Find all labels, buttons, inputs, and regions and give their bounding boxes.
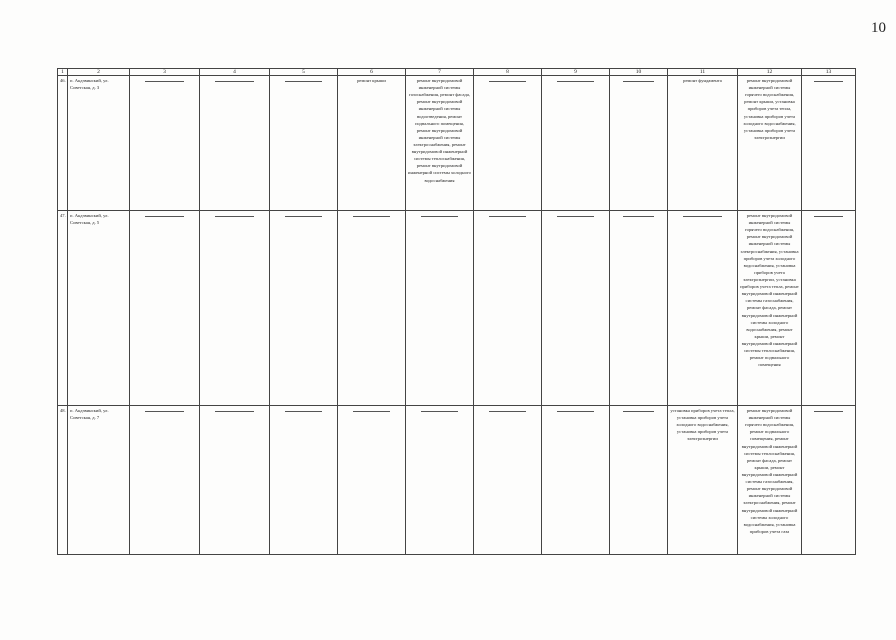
dash-mark — [421, 411, 459, 412]
empty-cell — [200, 406, 270, 555]
dash-mark — [814, 411, 843, 412]
empty-cell — [610, 211, 668, 406]
empty-cell — [668, 211, 738, 406]
dash-mark — [557, 411, 595, 412]
empty-cell — [802, 211, 856, 406]
empty-cell — [130, 211, 200, 406]
header-cell: 12 — [738, 69, 802, 76]
dash-mark — [215, 81, 254, 82]
empty-cell — [338, 406, 406, 555]
dash-mark — [683, 216, 722, 217]
dash-mark — [557, 216, 595, 217]
table-row — [58, 406, 856, 555]
dash-mark — [623, 411, 655, 412]
table-row — [58, 76, 856, 211]
table-row — [58, 211, 856, 406]
dash-mark — [421, 216, 459, 217]
empty-cell — [270, 211, 338, 406]
work-cell: ремонт крыши — [338, 76, 406, 211]
header-cell: 3 — [130, 69, 200, 76]
empty-cell — [200, 76, 270, 211]
empty-cell — [200, 211, 270, 406]
empty-cell — [542, 211, 610, 406]
repair-table — [57, 68, 856, 555]
dash-mark — [623, 81, 655, 82]
work-cell: ремонт внутридомовой инженерной системы горячего водоснабжения, ремонт крыши, установка приборов учета тепла, установка приборов учета холодного водоснабжения, установка приборов учета электроэнергии — [738, 76, 802, 211]
work-cell: ремонт внутридомовой инженерной системы горячего водоснабжения, ремонт внутридомовой инженерной системы электроснабжения, установка приборов учета холодного водоснабжения, установка приборов учета электроэнергии, установка приборов учета тепла, ремонт внутридомовой инженерной системы газоснабжения, ремонт фасада, ремонт внутридомовой инженерной системы холодного водоснабжения, ремонт крыши, ремонт внутридомовой инженерной системы теплоснабжения, ремонт подвального помещения — [738, 211, 802, 406]
header-cell: 8 — [474, 69, 542, 76]
work-cell: ремонт внутридомовой инженерной системы газоснабжения, ремонт фасада, ремонт внутридомовой инженерной системы водоотведения, ремонт подвального помещения, ремонт внутридомовой инженерной системы электроснабжения, ремонт внутридомовой инженерной системы теплоснабжения, ремонт внутридомовой инженерной системы холодного водоснабжения — [406, 76, 474, 211]
header-cell: 7 — [406, 69, 474, 76]
address-cell: п. Акдзвинский, ул. Советская, д. 3 — [68, 76, 130, 211]
empty-cell — [338, 211, 406, 406]
dash-mark — [489, 411, 527, 412]
header-cell: 6 — [338, 69, 406, 76]
work-cell: ремонт фундамента — [668, 76, 738, 211]
dash-mark — [623, 216, 655, 217]
row-number: 47. — [58, 211, 68, 406]
dash-mark — [814, 81, 843, 82]
empty-cell — [802, 76, 856, 211]
dash-mark — [215, 411, 254, 412]
empty-cell — [610, 406, 668, 555]
empty-cell — [130, 406, 200, 555]
header-cell: 13 — [802, 69, 856, 76]
empty-cell — [610, 76, 668, 211]
empty-cell — [406, 406, 474, 555]
work-cell: ремонт внутридомовой инженерной системы горячего водоснабжения, ремонт подвального помещения, ремонт внутридомовой инженерной системы теплоснабжения, ремонт фасада, ремонт крыши, ремонт внутридомовой инженерной системы газоснабжения, ремонт внутридомовой инженерной системы электроснабжения, ремонт внутридомовой инженерной системы холодного водоснабжения, установка приборов учета газа — [738, 406, 802, 555]
empty-cell — [270, 76, 338, 211]
address-cell: п. Акдзвинский, ул. Советская, д. 5 — [68, 211, 130, 406]
header-cell: 2 — [68, 69, 130, 76]
dash-mark — [353, 411, 391, 412]
empty-cell — [130, 76, 200, 211]
header-cell: 5 — [270, 69, 338, 76]
header-cell: 11 — [668, 69, 738, 76]
empty-cell — [802, 406, 856, 555]
page-number: 10 — [871, 20, 886, 36]
work-cell: установка приборов учета тепла, установка приборов учета холодного водоснабжения, установка приборов учета электроэнергии — [668, 406, 738, 555]
header-cell: 10 — [610, 69, 668, 76]
header-cell: 9 — [542, 69, 610, 76]
dash-mark — [353, 216, 391, 217]
address-cell: п. Акдзвинский, ул. Советская, д. 7 — [68, 406, 130, 555]
dash-mark — [215, 216, 254, 217]
dash-mark — [814, 216, 843, 217]
dash-mark — [489, 216, 527, 217]
dash-mark — [145, 81, 184, 82]
dash-mark — [557, 81, 595, 82]
empty-cell — [542, 406, 610, 555]
row-number: 48. — [58, 406, 68, 555]
empty-cell — [474, 76, 542, 211]
empty-cell — [406, 211, 474, 406]
empty-cell — [542, 76, 610, 211]
dash-mark — [145, 216, 184, 217]
dash-mark — [285, 216, 323, 217]
empty-cell — [270, 406, 338, 555]
header-row — [58, 69, 856, 76]
header-cell: 1 — [58, 69, 68, 76]
dash-mark — [145, 411, 184, 412]
row-number: 46. — [58, 76, 68, 211]
empty-cell — [474, 406, 542, 555]
dash-mark — [489, 81, 527, 82]
dash-mark — [285, 411, 323, 412]
dash-mark — [285, 81, 323, 82]
empty-cell — [474, 211, 542, 406]
header-cell: 4 — [200, 69, 270, 76]
